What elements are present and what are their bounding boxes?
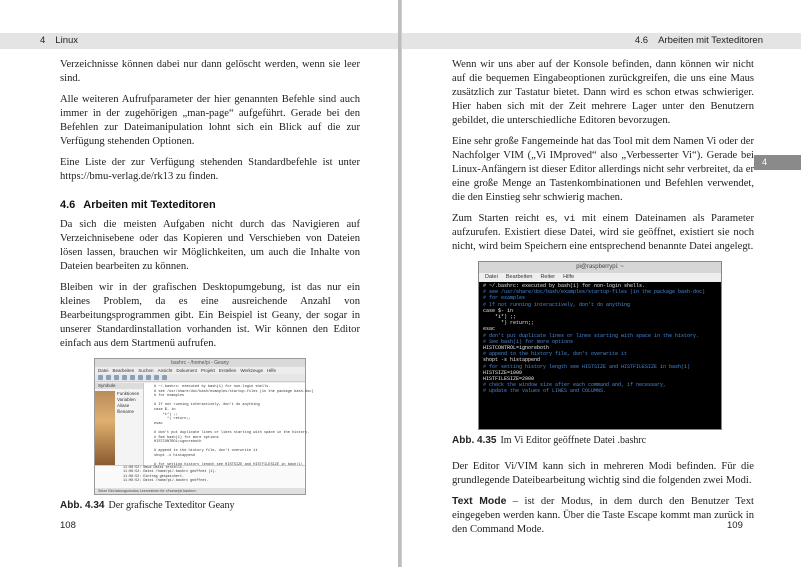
- symbol-item: Funktionen: [117, 391, 140, 396]
- terminal-line: # for examples: [483, 295, 526, 302]
- geany-menu-item: Bearbeiten: [112, 368, 135, 373]
- terminal-line: # see /usr/share/doc/bash/examples/startup-files (in the package bash-doc): [483, 289, 706, 296]
- geany-menubar: [95, 367, 305, 374]
- terminal-window-title: pi@raspberrypi: ~: [479, 262, 721, 273]
- terminal-menu-item: Hilfe: [563, 274, 575, 280]
- header-section-number: 4.6: [634, 35, 649, 46]
- geany-statusbar: Setze Einrückungsmodus Leerzeichen für »/home/pi/.bashrc«.: [95, 488, 305, 494]
- geany-menu-item: Datei: [98, 368, 109, 373]
- close-icon: [130, 375, 135, 380]
- left-page: [0, 0, 399, 567]
- paragraph: Der Editor Vi/VIM kann sich in mehreren Modi befinden. Für die grundlegende Dateibearbeitung wichtig sind die folgenden zwei Modi.: [452, 461, 754, 486]
- geany-window-title: bashrc - /home/pi - Geany: [95, 359, 305, 367]
- figure-label: Abb. 4.34: [60, 500, 105, 511]
- undo-icon: [138, 375, 143, 380]
- geany-menu-item: Suchen: [138, 368, 154, 373]
- terminal-line: # for setting history length see HISTSIZE and HISTFILESIZE in bash(1): [483, 363, 691, 370]
- save-all-icon: [122, 375, 127, 380]
- geany-menu-item: Projekt: [200, 368, 215, 373]
- chapter-thumb-tab: 4: [754, 155, 801, 170]
- symbol-item: filename: [117, 409, 135, 414]
- terminal-line: HISTSIZE=1000: [483, 369, 523, 376]
- header-chapter-title: Linux: [55, 35, 79, 46]
- paragraph: Alle weiteren Aufrufparameter der hier genannten Befehle sind auch immer in der zugehörigen „man-page“ aufgeführt. Gerade bei den Befehlen zur Dateimanipulation lohnt sich ein Blick auf die zur Verfügung stehenden Optionen.: [60, 94, 360, 147]
- terminal-menu-item: Bearbeiten: [505, 274, 533, 280]
- paragraph: Bleiben wir in der grafischen Desktopumgebung, ist das nur ein kleines Problem, da es eine ausreichende Anzahl von Bearbeitungsprogrammen gibt. Ein Beispiel ist Geany, der sogar in unserer Standardinstallation vorhanden ist. Wir können den Editor einfach aus dem Startmenü aufrufen.: [60, 282, 360, 349]
- figure-caption-text: Der grafische Texteditor Geany: [108, 500, 235, 511]
- paragraph: Eine Liste der zur Verfügung stehenden Standardbefehle ist unter https://bmu-verlag.de/rk13 zu finden.: [60, 157, 360, 182]
- running-header-right: [402, 33, 801, 49]
- geany-screenshot: [94, 358, 314, 495]
- terminal-screenshot: [478, 261, 722, 430]
- text-run: Zum Starten reicht es,: [452, 213, 558, 224]
- open-file-icon: [106, 375, 111, 380]
- geany-editor: # ~/.bashrc: executed by bash(1) for non-login shells. # see /usr/share/doc/bash/examples/startup-files (in the package bash-doc) # for examples # If not running interactively, don't do anything case $- in *i*) ;; *) return;; esac # don't put duplicate lines or lines starting with space in the history. # See bash(1) for more options HISTCONTROL=ignoreboth # append to the history file, don't overwrite it shopt -s histappend: [144, 383, 305, 465]
- paragraph: [452, 212, 754, 254]
- terminal-line: # update the values of LINES and COLUMNS.: [483, 388, 607, 395]
- save-icon: [114, 375, 119, 380]
- terminal-line: # See bash(1) for more options: [483, 338, 574, 345]
- paragraph: Verzeichnisse können dabei nur dann gelöscht werden, wenn sie leer sind.: [60, 59, 360, 84]
- figure-label: Abb. 4.35: [452, 435, 497, 446]
- paragraph: Da sich die meisten Aufgaben nicht durch das Navigieren auf Verzeichnisebene oder das Kopieren und Verschieben von Dateien lösen lassen, brauchen wir Möglichkeiten, um auch die Inhalte von Dateien bearbeiten zu können.: [60, 219, 360, 272]
- new-file-icon: [98, 375, 103, 380]
- left-text-column: [60, 58, 360, 513]
- geany-toolbar: [95, 374, 305, 382]
- desktop-wallpaper-strip: [95, 391, 115, 465]
- terminal-line: # ~/.bashrc: executed by bash(1) for non-login shells.: [483, 283, 646, 289]
- terminal-line: esac: [483, 326, 496, 333]
- symbol-item: Variablen: [117, 397, 136, 402]
- paragraph: [452, 495, 754, 537]
- running-header-left: [0, 33, 398, 49]
- geany-menu-item: Hilfe: [267, 368, 277, 373]
- geany-menu-item: Dokument: [176, 368, 197, 373]
- geany-side-tab: Symbole: [95, 383, 143, 389]
- terminal-line: # If not running interactively, don't do anything: [483, 301, 631, 308]
- header-section-title: Arbeiten mit Texteditoren: [658, 35, 763, 46]
- terminal-line: HISTFILESIZE=2000: [483, 376, 535, 383]
- term-bold: Text Mode: [452, 496, 507, 507]
- redo-icon: [146, 375, 151, 380]
- figure-caption: [60, 499, 360, 513]
- geany-menu-item: Erstellen: [218, 368, 237, 373]
- terminal-menubar: [479, 273, 721, 282]
- section-number: 4.6: [60, 199, 76, 211]
- geany-menu-item: Ansicht: [157, 368, 173, 373]
- section-heading: [60, 198, 360, 212]
- paragraph: Wenn wir uns aber auf der Konsole befinden, dann können wir nicht auf die bequemen Eingabeoptionen zurückgreifen, die uns eine Maus zusätzlich zur Tastatur bietet. Dann wird es schon etwas schwieriger. Hier haben sich mit der Zeit mehrere Lager unter den Benutzern gebildet, die unterschiedliche Editoren bevorzugen.: [452, 59, 754, 126]
- section-title: Arbeiten mit Texteditoren: [83, 199, 216, 211]
- terminal-line: # check the window size after each command and, if necessary,: [483, 382, 667, 389]
- geany-message-log: 11:08:52: Neue Datei erstellt. 11:08:52: Datei /home/pi/.bashrc geöffnet (1). 11:08:52: Eintrag gespeichert. 11:08:52: Datei /home/pi/.bashrc geöffnet.: [95, 465, 305, 488]
- page-number: 109: [727, 520, 743, 531]
- terminal-line: # append to the history file, don't overwrite it: [483, 351, 628, 358]
- terminal-line: HISTCONTROL=ignoreboth: [483, 345, 550, 352]
- right-text-column: [452, 58, 754, 544]
- figure-caption-text: Im Vi Editor geöffnete Datei .bashrc: [500, 435, 647, 446]
- text-run: – ist der Modus, in dem durch den Benutzer Text eingegeben werden kann. Über die Taste Escape kommt man zurück in den Command Mode.: [452, 496, 755, 535]
- terminal-line: *) return;;: [483, 320, 535, 327]
- page-number: 108: [60, 520, 76, 531]
- terminal-line: *i*) ;;: [483, 314, 517, 321]
- terminal-screen: [479, 282, 721, 429]
- run-icon: [162, 375, 167, 380]
- text-run: mit einem Dateinamen als Parameter aufzurufen. Existiert diese Datei, wird sie geöffnet, existiert sie noch nicht, wird beim Speichern eine entsprechend benannte Datei angelegt.: [452, 213, 755, 252]
- terminal-menu-item: Datei: [485, 274, 498, 280]
- terminal-line: case $- in: [483, 307, 514, 314]
- geany-sidebar: [95, 383, 144, 465]
- symbol-item: Aliase: [117, 403, 130, 408]
- terminal-line: # don't put duplicate lines or lines starting with space in the history.: [483, 332, 700, 339]
- paragraph: Eine sehr große Fangemeinde hat das Tool mit dem Namen Vi oder der Nachfolger VIM („Vi IMproved“ also „Verbesserter Vi“). Gerade bei Linux-Anfängern ist dieser Editor allerdings nicht sehr verbreitet, da er eine große Menge an Tastenkombinationen und Befehlen verwendet, die den Einstieg sehr schwierig machen.: [452, 136, 754, 203]
- compile-icon: [154, 375, 159, 380]
- inline-code: vi: [563, 213, 576, 224]
- figure-caption: [452, 434, 754, 448]
- terminal-menu-item: Reiter: [540, 274, 556, 280]
- geany-menu-item: Werkzeuge: [240, 368, 264, 373]
- terminal-line: shopt -s histappend: [483, 357, 541, 364]
- header-chapter-number: 4: [40, 35, 46, 46]
- right-page: [401, 0, 801, 567]
